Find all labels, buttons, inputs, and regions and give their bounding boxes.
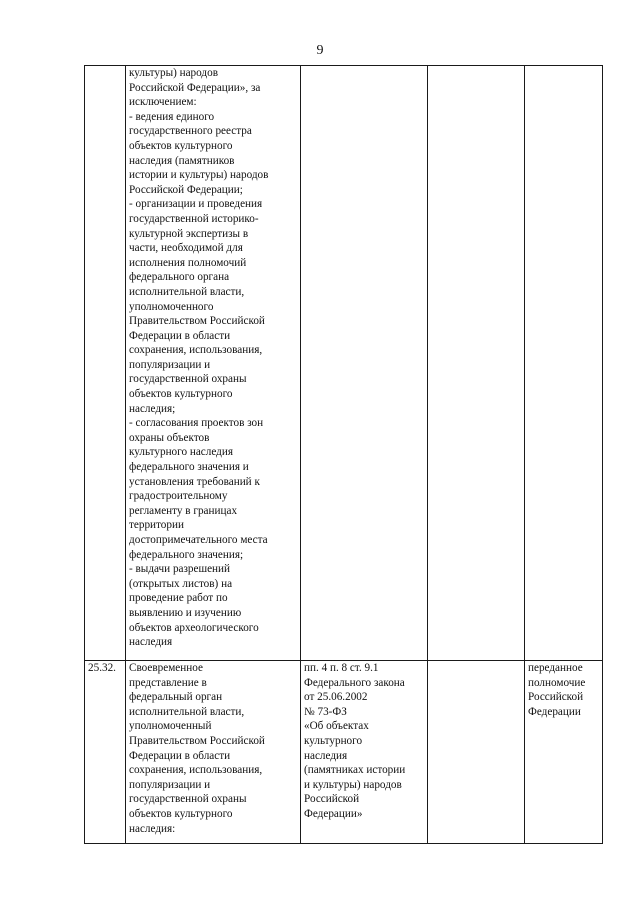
empty-cell: [428, 661, 525, 844]
power-note: переданное полномочие Российской Федерации: [528, 662, 586, 718]
row-number: 25.32.: [88, 662, 116, 674]
description-cell: [126, 66, 301, 661]
legal-basis-cell: [301, 661, 428, 844]
legal-basis-cell: [301, 66, 428, 661]
note-cell: [525, 661, 603, 844]
description-cell: [126, 661, 301, 844]
row-number-cell: [85, 66, 126, 661]
power-description: Своевременное представление в федеральный орган исполнительной власти, уполномоченный Правительством Российской Федерации в области сохранения, использования, популяризации и государственной охраны объектов культурного наследия:: [129, 662, 265, 835]
power-description: культуры) народов Российской Федерации», за исключением: - ведения единого государственного реестра объектов культурного наследия (памятников истории и культуры) народов Российской Федерации; - организации и проведения государственной историко- культурной экспертизы в части, необходимой для исполнения полномочий федерального органа исполнительной власти, уполномоченного Правительством Российской Федерации в области сохранения, использования, популяризации и государственной охраны объектов культурного наследия; - согласования проектов зон охраны объектов культурного наследия федерального значения и установления требований к градостроительному регламенту в границах территории достопримечательного места федерального значения; - выдачи разрешений (открытых листов) на проведение работ по выявлению и изучению объектов археологического наследия: [129, 67, 269, 649]
table-row: [85, 66, 603, 661]
empty-cell: [428, 66, 525, 661]
note-cell: [525, 66, 603, 661]
powers-table: [84, 65, 603, 844]
row-number-cell: [85, 661, 126, 844]
page-number: 9: [316, 43, 324, 58]
legal-basis: пп. 4 п. 8 ст. 9.1 Федерального закона от 25.06.2002 № 73-ФЗ «Об объектах культурного наследия (памятниках истории и культуры) народов Российской Федерации»: [304, 662, 406, 820]
table-row: [85, 661, 603, 844]
